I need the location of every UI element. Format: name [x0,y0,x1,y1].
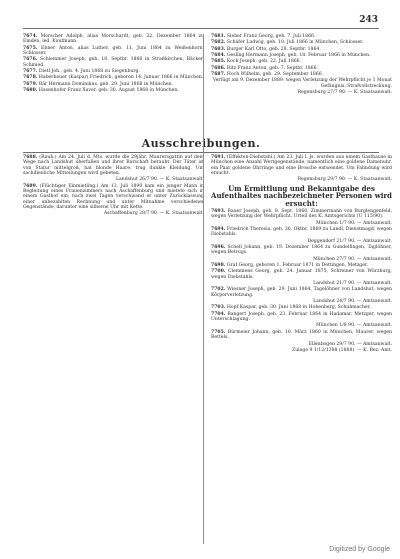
entry [211,227,392,238]
entry-text: Ellenbogen 29/7 90. — Amtsanwalt. [308,341,392,347]
entry [211,245,392,256]
entry-number: 7693. [211,208,226,214]
entry-text: Aschaffenburg 28/7 90. — K. Staatsanwalt. [103,211,204,217]
entry [211,47,392,52]
entry [23,34,204,45]
entry [211,239,392,244]
entry [211,72,392,77]
entry [211,342,392,347]
entry-text: Gesling Hermann Joseph, geb. 18. Februar 1866 in München. [226,53,371,59]
entry-text: Ritz Franz Anton, geb. 7. Septbr. 1866. [226,65,318,71]
entry-number: 7681. [211,34,226,39]
entry [211,257,392,262]
entry [23,211,204,216]
entry-number: 7686. [211,65,226,71]
entry-text: Zulage 9 1/12/1388 (1888). — K. Bez.-Amt. [292,347,392,353]
entry-number: 7688. [23,155,38,160]
entry-text: Clemmens Georg, geb. 24. Januar 1875, Schreiner von Würzburg, wegen Diebstahls. [211,269,392,280]
entry-number: 7677. [23,69,38,75]
entry-number: 7698. [211,263,226,269]
entry-number: 7680. [23,88,38,94]
entry-number: 7679. [23,81,38,87]
entry-text: Morscher Adolph, alias Morschardt, geb. 22. Dezember 1864 zu Emden, led. Kaufmann. [23,34,204,45]
entry-number: 7696. [211,245,226,250]
entry [211,263,392,268]
entry-text: Haberbauer (Kaspar) Friedrich, geboren 14. Januar 1866 in München. [38,75,204,81]
entry-text: (Effekten-Diebstahl.) Am 23. Juli l. Js. wurden aus einem Gasthause in München eine Anzahl Wertgegenstände, namentlich eine goldene Damenuhr, ein Paar goldene Ohrringe und eine Brosche entwendet. Um Fahndung wird ersucht. [211,155,392,177]
entry [211,59,392,64]
entry-text: München 1/7 90. — Amtsanwalt. [316,220,392,226]
entry-text: Burger Karl Otto, geb. 28. Septbr. 1864. [226,46,321,52]
entry-text: München 1/8 90. — Amtsanwalt. [316,323,392,329]
entry [23,82,204,87]
entry-text: Hoch Wilhelm, geb. 29. September 1866. [226,72,324,78]
entry-number: 7682. [211,40,226,46]
section-rule [23,152,379,153]
entry-text: Koch Joseph, geb. 22. Juli 1866. [226,59,302,65]
entry-number: 7683. [211,46,226,52]
entry-text: Graf Georg, geboren 1. Februar 1871 in Dettingen, Metzger. [226,263,369,269]
entry-text: Wiesner Joseph, geb. 29. Juni 1864, Tagelöhner von Landshut, wegen Körperverletzung. [211,287,392,298]
entry [23,177,204,182]
entry [211,221,392,226]
entry-number: 7676. [23,57,38,63]
entry-text: Landshut 26/7 90. — K. Staatsanwalt. [115,177,204,183]
lower-left-column [23,155,204,218]
entry [211,281,392,286]
entry [211,299,392,304]
entry [211,269,392,280]
entry-text: Bauer Joseph, geb. 8. Sept. 1866, Zimmermann von Burglengenfeld, wegen Verletzung der Wehrpflicht. Urteil des K. Amtsgerichts (U 115/90). [211,208,393,220]
entry [23,57,204,68]
top-right-column [211,34,392,96]
entry-text: Bürmeier Johann, geb. 10. März 1860 in München, Maurer, wegen Bettels. [211,329,392,341]
section-title: Ausschreibungen. [141,137,261,150]
entry [211,330,392,341]
top-left-column [23,34,204,94]
entry-number: 7678. [23,75,38,81]
page-number: 243 [359,15,378,25]
notice-heading: Um Ermittlung und Bekanntgabe des Aufenthaltes nachbezeichneter Personen wird ersucht: [211,183,392,208]
entry [211,155,392,176]
entry-number: 7674. [23,34,38,39]
entry-text: Hasenhofer Franz Xaver, geb. 30. August 1868 in München. [38,88,179,94]
entry [211,312,392,323]
entry-number: 7687. [211,72,226,78]
entry-text: (Flüchtiger Einmietling.) Am 13. Juli 1890 kam ein junger Mann in Begleitung eines Frauenzimmers nach Aschaffenburg und mietete sich in einem Gasthof ein; nach zwei Tagen verschwand er unter Zurücklassung einer unbezahlten Rechnung und unter Mitnahme verschiedener Gegenstände, darunter eine silberne Uhr mit Kette. [23,183,205,211]
entry [211,90,392,95]
footer-brand: Digitized by Google [329,546,390,553]
entry [211,53,392,58]
entry [23,155,204,176]
entry [211,209,392,220]
entry-number: 7703. [211,305,226,311]
entry-text: Bangert Joseph, geb. 23. Februar 1864 in Hadamar, Metzger, wegen Unterschlagung. [211,311,392,323]
entry-number: 7700. [211,269,226,275]
entry-text: Ebner Anton, alias Luther, geb. 11. Juni 1864 zu Weißenhorn, Schlosser. [23,45,204,57]
entry-number: 7702. [211,287,226,293]
lower-right-column [211,155,392,354]
entry-number: 7675. [23,45,38,51]
entry-text: München 27/7 90. — Amtsanwalt. [313,256,392,262]
entry-text: Landshut 21/7 90. — Amtsanwalt. [313,281,392,287]
entry [211,66,392,71]
entry [23,46,204,57]
entry-text: Landshut 24/7 90. — Amtsanwalt. [313,299,392,305]
entry-number: 7689. [23,183,38,189]
entry-number: 7684. [211,53,226,59]
entry-text: Schell Johann, geb. 19. Dezember 1864 zu Gundelfingen, Taglöhner, wegen Betrugs. [211,245,393,256]
entry-number: 7705. [211,329,226,335]
entry-number: 7691. [211,155,226,160]
entry-text: Bär Hermann Dominikus, geb. 29. Juni 1868 in München. [38,81,174,87]
entry [211,305,392,310]
entry-text: Verfügt am 9. Dezember 1889: wegen Verletzung der Wehrpflicht je 1 Monat Gefängnis. Strafvollstreckung. [212,78,392,89]
entry [211,40,392,45]
entry [211,177,392,182]
entry-text: (Raub.) Am 24. Juli d. Mts. wurde die 29jähr. Maurersgattin auf dem Wege nach Landshut überfallen und ihrer Barschaft beraubt. Der Täter ist von Statur mittelgroß, hat blonde Haare, trug dunkle Kleidung. Um sachdienliche Mitteilungen wird gebeten. [23,155,204,177]
entry-number: 7685. [211,59,226,65]
entry [211,78,392,89]
entry [23,184,204,211]
entry-text: Hopf Kaspar, geb. 30. Juni 1868 in Hohenberg, Schuhmacher. [226,305,371,311]
entry-text: Sieber Franz Georg, geb. 7. Juli 1866. [226,34,316,39]
entry-text: Regensburg 29/7 90. — K. Staatsanwalt. [297,177,392,183]
entry-text: Schlemmer Joseph, geb. 18. Septbr. 1866 in Straßkirchen, Bäcker, Schmied. [23,57,204,68]
column-rule [203,34,204,544]
entry-text: Regensburg 27/7 90. — K. Staatsanwalt. [297,90,392,96]
entry [211,287,392,298]
entry-text: Friedrich Theresia, geb. 30. Oktbr. 1869 zu Landl, Dienstmagd, wegen Diebstahls. [211,226,392,238]
entry-number: 7704. [211,311,226,317]
entry [23,69,204,74]
entry [211,34,392,39]
entry-text: Dietl Joh., geb. 4. Juni 1868 zu Siegenburg. [38,69,140,75]
entry [211,323,392,328]
entry [23,88,204,93]
entry [211,348,392,353]
entry-text: Schäfer Ludwig, geb. 10. Juli 1866 in München, Schlosser. [226,40,364,46]
header-rule [23,28,379,29]
entry-number: 7694. [211,226,226,232]
entry [23,75,204,80]
entry-text: Deggendorf 21/7 90. — Amtsanwalt. [307,238,392,244]
